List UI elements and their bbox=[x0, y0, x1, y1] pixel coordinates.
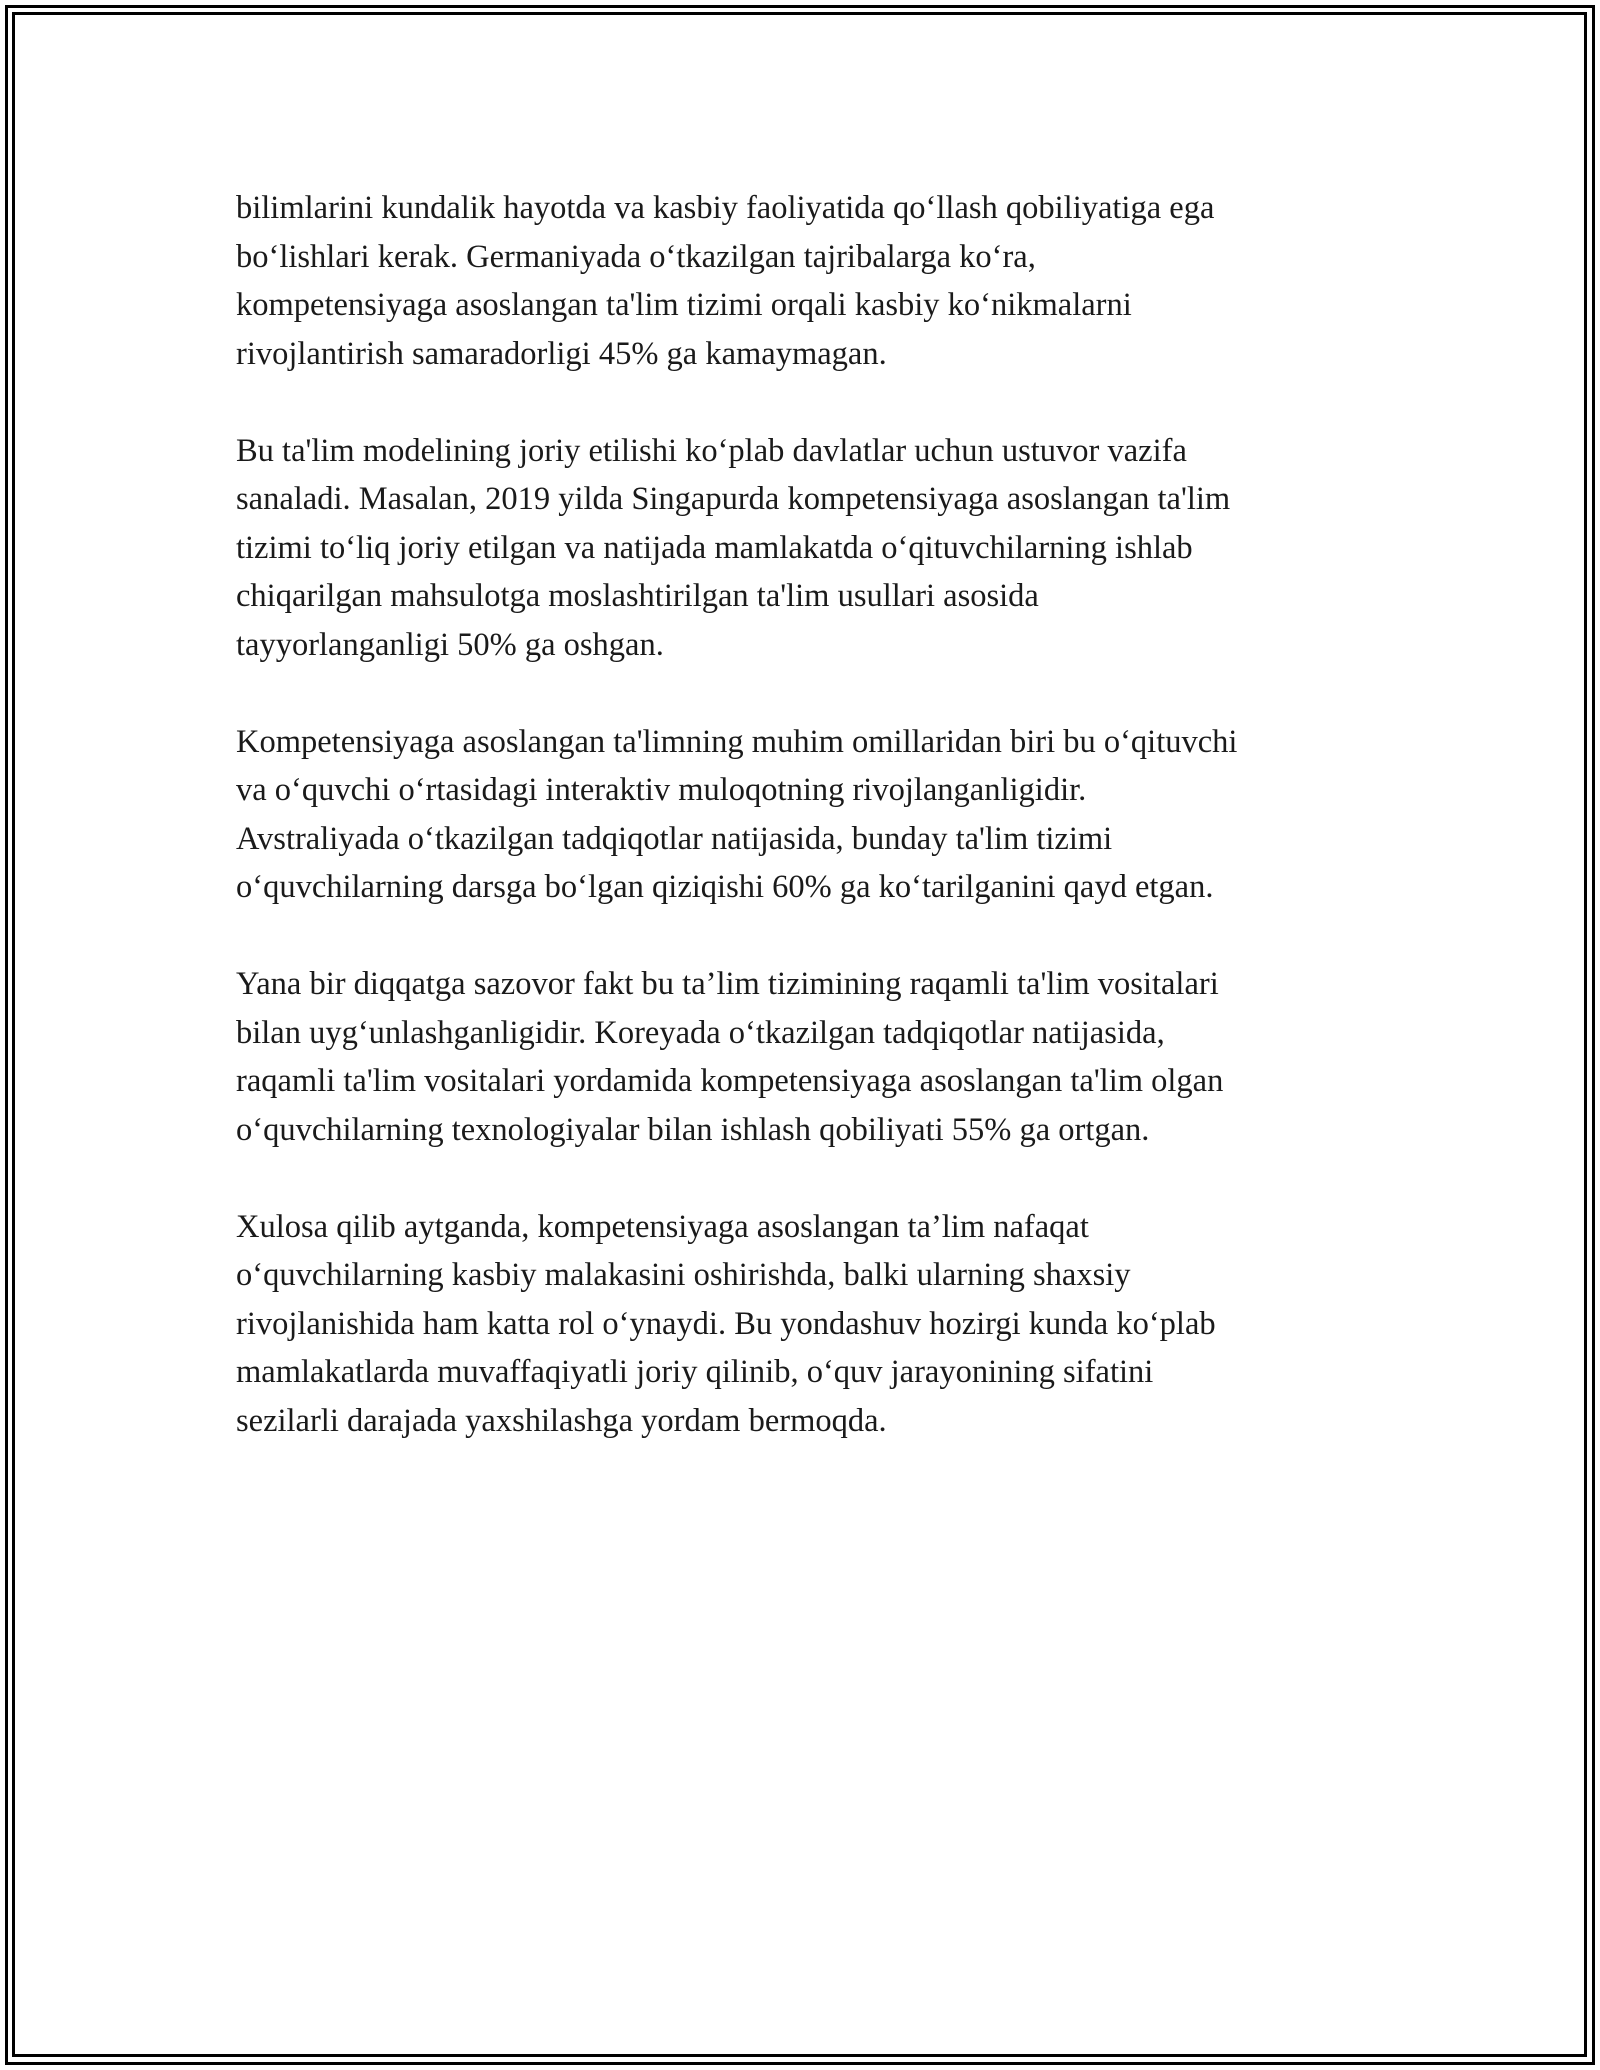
document-body bbox=[236, 184, 1376, 1494]
paragraph-3: Kompetensiyaga asoslangan ta'limning muhim omillaridan biri bu o‘qituvchi va o‘quvchi o‘rtasidagi interaktiv muloqotning rivojlanganligidir. Avstraliyada o‘tkazilgan tadqiqotlar natijasida, bunday ta'lim tizimi o‘quvchilarning darsga bo‘lgan qiziqishi 60% ga ko‘tarilganini qayd etgan. bbox=[236, 723, 1238, 905]
paragraph-4: Yana bir diqqatga sazovor fakt bu ta’lim tizimining raqamli ta'lim vositalari bilan uyg‘unlashganligidir. Koreyada o‘tkazilgan tadqiqotlar natijasida, raqamli ta'lim vositalari yordamida kompetensiyaga asoslangan ta'lim olgan o‘quvchilarning texnologiyalar bilan ishlash qobiliyati 55% ga ortgan. bbox=[236, 966, 1224, 1148]
paragraph-2: Bu ta'lim modelining joriy etilishi ko‘plab davlatlar uchun ustuvor vazifa sanaladi. Masalan, 2019 yilda Singapurda kompetensiyaga asoslangan ta'lim tizimi to‘liq joriy etilgan va natijada mamlakatda o‘qituvchilarning ishlab chiqarilgan mahsulotga moslashtirilgan ta'lim usullari asosida tayyorlanganligi 50% ga oshgan. bbox=[236, 432, 1231, 663]
paragraph-5: Xulosa qilib aytganda, kompetensiyaga asoslangan ta’lim nafaqat o‘quvchilarning kasbiy malakasini oshirishda, balki ularning shaxsiy rivojlanishida ham katta rol o‘ynaydi. Bu yondashuv hozirgi kunda ko‘plab mamlakatlarda muvaffaqiyatli joriy qilinib, o‘quv jarayonining sifatini sezilarli darajada yaxshilashga yordam bermoqda. bbox=[236, 1208, 1216, 1439]
paragraph-1: bilimlarini kundalik hayotda va kasbiy faoliyatida qo‘llash qobiliyatiga ega bo‘lishlari kerak. Germaniyada o‘tkazilgan tajribalarga ko‘ra, kompetensiyaga asoslangan ta'lim tizimi orqali kasbiy ko‘nikmalarni rivojlantirish samaradorligi 45% ga kamaymagan. bbox=[236, 190, 1215, 372]
